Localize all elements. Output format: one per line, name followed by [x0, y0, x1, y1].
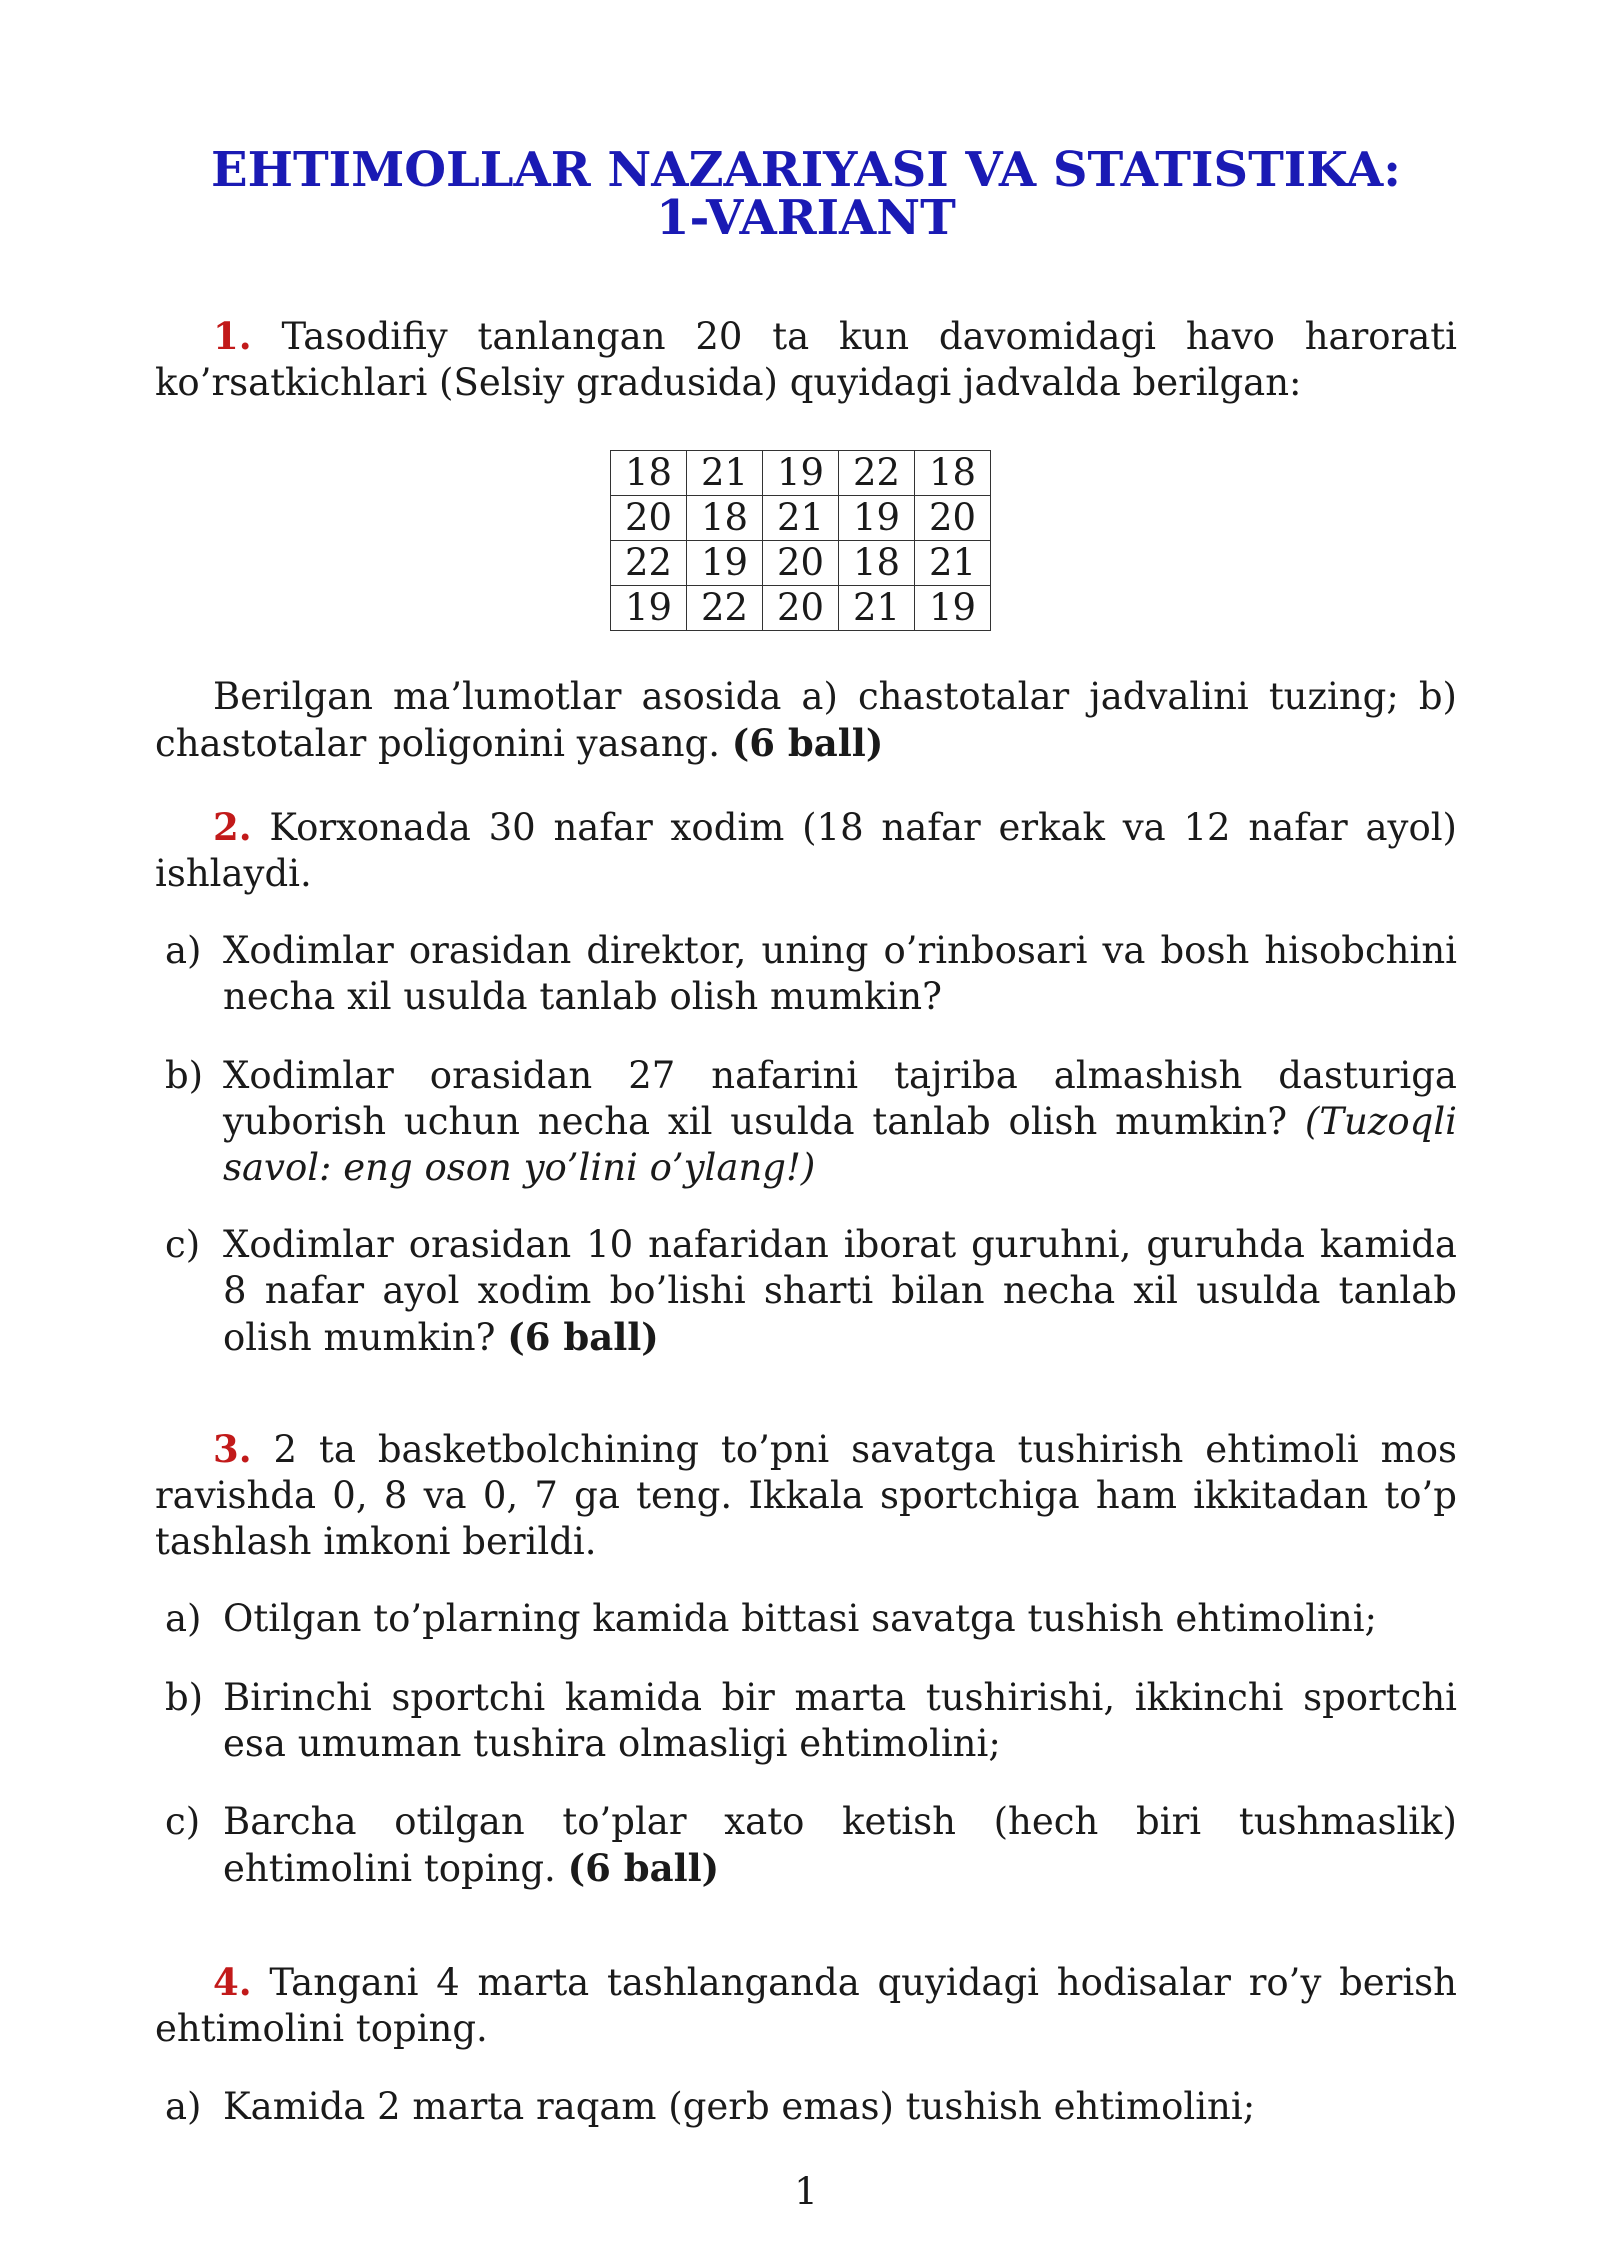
- table-cell: 19: [611, 586, 687, 631]
- document-title: [155, 142, 1457, 246]
- table-cell: 18: [611, 451, 687, 496]
- question-3-number: 3.: [213, 1427, 252, 1471]
- question-1-body: Tasodifiy tanlangan 20 ta kun davomidagi havo harorati ko’rsatkichlari (Selsiy gradusida) quyidagi jadvalda berilgan:: [155, 315, 1458, 404]
- question-1-task: [155, 674, 1457, 767]
- table-cell: 22: [687, 586, 763, 631]
- page-number: 1: [794, 2170, 818, 2213]
- table-cell: 20: [763, 586, 839, 631]
- table-cell: 21: [839, 586, 915, 631]
- table-cell: 19: [763, 451, 839, 496]
- question-1-text: [155, 313, 1457, 406]
- table-row: [611, 496, 991, 541]
- item-label: c): [165, 1223, 201, 1266]
- table-cell: 19: [839, 496, 915, 541]
- question-1-points: (6 ball): [731, 721, 884, 765]
- question-4-text: [155, 1959, 1457, 2052]
- table-cell: 21: [687, 451, 763, 496]
- item-text-main: Barcha otilgan to’plar xato ketish (hech biri tushmaslik) ehtimolini toping.: [223, 1800, 1457, 1890]
- table-cell: 20: [915, 496, 991, 541]
- item-label: a): [165, 2085, 202, 2128]
- table-row: [611, 586, 991, 631]
- table-cell: 20: [611, 496, 687, 541]
- table-cell: 22: [839, 451, 915, 496]
- trick-question-hint: (Tuzoqli savol: eng oson yo’lini o’ylang!): [223, 1100, 1457, 1189]
- question-1-task-text: Berilgan ma’lumotlar asosida a) chastotalar jadvalini tuzing; b) chastotalar poligonini yasang.: [155, 675, 1457, 765]
- table-cell: 21: [763, 496, 839, 541]
- question-1-number: 1.: [213, 314, 252, 358]
- table-row: [611, 541, 991, 586]
- item-label: a): [165, 929, 202, 972]
- title-line-1: EHTIMOLLAR NAZARIYASI VA STATISTIKA:: [211, 142, 1401, 198]
- table-row: [611, 451, 991, 496]
- question-2-number: 2.: [213, 805, 252, 849]
- item-text: [223, 1222, 1457, 1361]
- question-4-body: Tangani 4 marta tashlanganda quyidagi hodisalar ro’y berish ehtimolini toping.: [155, 1961, 1457, 2050]
- item-text: Kamida 2 marta raqam (gerb emas) tushish ehtimolini;: [223, 2085, 1256, 2128]
- table-cell: 18: [915, 451, 991, 496]
- question-3-points: (6 ball): [567, 1846, 720, 1890]
- table-cell: 19: [915, 586, 991, 631]
- item-text-main: Xodimlar orasidan 27 nafarini tajriba almashish dasturiga yuborish uchun necha xil usulda tanlab olish mumkin?: [223, 1054, 1457, 1143]
- table-cell: 22: [611, 541, 687, 586]
- item-label: c): [165, 1800, 201, 1843]
- item-text: Otilgan to’plarning kamida bittasi savatga tushish ehtimolini;: [223, 1597, 1378, 1640]
- table-cell: 19: [687, 541, 763, 586]
- question-2-text: [155, 804, 1457, 897]
- item-text: [223, 1799, 1457, 1892]
- temperature-table: [610, 450, 991, 631]
- item-text-main: Xodimlar orasidan 10 nafaridan iborat guruhni, guruhda kamida 8 nafar ayol xodim bo’lishi sharti bilan necha xil usulda tanlab olish mumkin?: [223, 1223, 1457, 1359]
- item-label: b): [165, 1054, 204, 1097]
- table-cell: 21: [915, 541, 991, 586]
- item-text: Xodimlar orasidan direktor, uning o’rinbosari va bosh hisobchini necha xil usulda tanlab olish mumkin?: [223, 929, 1457, 1018]
- title-line-2: 1-VARIANT: [656, 190, 956, 246]
- item-label: a): [165, 1597, 202, 1640]
- question-2-points: (6 ball): [507, 1315, 659, 1359]
- table-cell: 20: [763, 541, 839, 586]
- table-cell: 18: [839, 541, 915, 586]
- question-4-number: 4.: [213, 1960, 252, 2004]
- question-3-body: 2 ta basketbolchining to’pni savatga tushirish ehtimoli mos ravishda 0, 8 va 0, 7 ga teng. Ikkala sportchiga ham ikkitadan to’p tashlash imkoni berildi.: [155, 1428, 1457, 1563]
- table-cell: 18: [687, 496, 763, 541]
- item-label: b): [165, 1676, 204, 1719]
- question-3-text: [155, 1426, 1457, 1565]
- question-2-body: Korxonada 30 nafar xodim (18 nafar erkak va 12 nafar ayol) ishlaydi.: [155, 806, 1457, 895]
- item-text: Birinchi sportchi kamida bir marta tushirishi, ikkinchi sportchi esa umuman tushira olmasligi ehtimolini;: [223, 1676, 1457, 1765]
- item-text: [223, 1053, 1457, 1191]
